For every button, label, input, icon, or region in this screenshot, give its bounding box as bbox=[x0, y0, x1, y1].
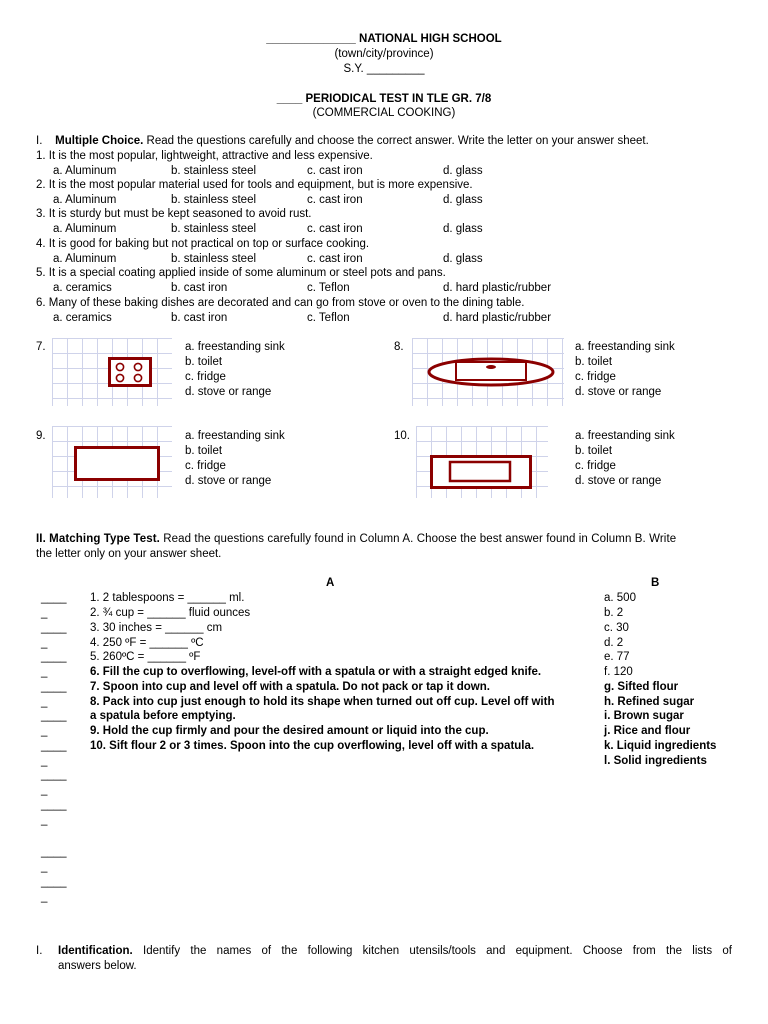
column-a-item: 4. 250 ºF = ______ ºC bbox=[90, 637, 204, 649]
picture-q7-option-d: d. stove or range bbox=[185, 386, 272, 398]
option-3c: c. cast iron bbox=[307, 223, 363, 235]
picture-q10-option-a: a. freestanding sink bbox=[575, 430, 675, 442]
option-3a: a. Aluminum bbox=[53, 223, 117, 235]
column-a-item: a spatula before emptying. bbox=[90, 710, 236, 722]
option-2d: d. glass bbox=[443, 194, 483, 206]
option-3b: b. stainless steel bbox=[171, 223, 257, 235]
part3-instructions-1: Identify the names of the following kitchen utensils/tools and equipment. Choose from the lists of bbox=[143, 945, 732, 957]
picture-q9-option-b: b. toilet bbox=[185, 445, 223, 457]
option-5d: d. hard plastic/rubber bbox=[443, 282, 552, 294]
part1-title: Multiple Choice. bbox=[55, 135, 144, 147]
answer-blank[interactable]: ____ bbox=[41, 769, 67, 781]
picture-q9-option-c: c. fridge bbox=[185, 460, 226, 472]
option-2b: b. stainless steel bbox=[171, 194, 257, 206]
answer-blank[interactable]: _ bbox=[41, 784, 48, 796]
column-a-item: 8. Pack into cup just enough to hold its shape when turned out off cup. Level off with bbox=[90, 696, 555, 708]
column-a-item: 2. ¾ cup = ______ fluid ounces bbox=[90, 607, 251, 619]
part3-title: Identification. bbox=[58, 945, 133, 957]
option-2a: a. Aluminum bbox=[53, 194, 117, 206]
answer-blank[interactable]: ____ bbox=[41, 710, 67, 722]
option-3d: d. glass bbox=[443, 223, 483, 235]
test-title: ____ PERIODICAL TEST IN TLE GR. 7/8 bbox=[276, 93, 492, 105]
column-b-item: j. Rice and flour bbox=[604, 725, 691, 737]
column-b-item: b. 2 bbox=[604, 607, 624, 619]
picture-q9-number: 9. bbox=[36, 430, 46, 442]
answer-blank[interactable]: _ bbox=[41, 861, 48, 873]
answer-blank[interactable]: ____ bbox=[41, 740, 67, 752]
picture-q7-option-a: a. freestanding sink bbox=[185, 341, 285, 353]
question-5: 5. It is a special coating applied inside of some aluminum or steel pots and pans. bbox=[36, 267, 446, 279]
column-b-item: c. 30 bbox=[604, 622, 629, 634]
column-b-item: g. Sifted flour bbox=[604, 681, 679, 693]
question-2: 2. It is the most popular material used for tools and equipment, but is more expensive. bbox=[36, 179, 473, 191]
location: (town/city/province) bbox=[334, 48, 434, 60]
option-6b: b. cast iron bbox=[171, 312, 228, 324]
option-4b: b. stainless steel bbox=[171, 253, 257, 265]
part2-instructions-1: Read the questions carefully found in Column A. Choose the best answer found in Column B. Write bbox=[163, 533, 677, 545]
answer-blank[interactable]: ____ bbox=[41, 651, 67, 663]
part3-heading bbox=[58, 944, 732, 958]
answer-blank[interactable]: _ bbox=[41, 814, 48, 826]
part1-number: I. bbox=[36, 135, 43, 147]
column-b-item: a. 500 bbox=[604, 592, 636, 604]
column-a-item: 5. 260ºC = ______ ºF bbox=[90, 651, 201, 663]
answer-blank[interactable]: _ bbox=[41, 637, 48, 649]
picture-q8-option-d: d. stove or range bbox=[575, 386, 662, 398]
answer-blank[interactable]: _ bbox=[41, 755, 48, 767]
option-1c: c. cast iron bbox=[307, 165, 363, 177]
test-subtitle: (COMMERCIAL COOKING) bbox=[312, 107, 456, 119]
option-6c: c. Teflon bbox=[307, 312, 350, 324]
answer-blank[interactable]: ____ bbox=[41, 876, 67, 888]
column-b-item: h. Refined sugar bbox=[604, 696, 695, 708]
picture-q8-option-c: c. fridge bbox=[575, 371, 616, 383]
sink-top-icon bbox=[430, 455, 532, 489]
column-a-item: 3. 30 inches = ______ cm bbox=[90, 622, 223, 634]
picture-q10-option-c: c. fridge bbox=[575, 460, 616, 472]
column-a-item: 10. Sift flour 2 or 3 times. Spoon into the cup overflowing, level off with a spatula. bbox=[90, 740, 535, 752]
picture-q8-option-b: b. toilet bbox=[575, 356, 613, 368]
column-b-item: f. 120 bbox=[604, 666, 633, 678]
option-6d: d. hard plastic/rubber bbox=[443, 312, 552, 324]
picture-q7-option-b: b. toilet bbox=[185, 356, 223, 368]
part2-instructions-2: the letter only on your answer sheet. bbox=[36, 548, 222, 560]
picture-q9-option-a: a. freestanding sink bbox=[185, 430, 285, 442]
column-b-item: e. 77 bbox=[604, 651, 630, 663]
picture-q9-option-d: d. stove or range bbox=[185, 475, 272, 487]
option-5b: b. cast iron bbox=[171, 282, 228, 294]
column-b-item: d. 2 bbox=[604, 637, 624, 649]
oval-dish-icon bbox=[426, 355, 556, 389]
part3-instructions-2: answers below. bbox=[58, 960, 137, 972]
school-name: ______________ NATIONAL HIGH SCHOOL bbox=[266, 33, 502, 45]
answer-blank[interactable]: ____ bbox=[41, 799, 67, 811]
option-6a: a. ceramics bbox=[53, 312, 112, 324]
picture-q10-option-b: b. toilet bbox=[575, 445, 613, 457]
option-2c: c. cast iron bbox=[307, 194, 363, 206]
answer-blank[interactable]: _ bbox=[41, 891, 48, 903]
column-b-item: i. Brown sugar bbox=[604, 710, 684, 722]
school-year: S.Y. _________ bbox=[343, 63, 425, 75]
answer-blank[interactable]: _ bbox=[41, 725, 48, 737]
option-1a: a. Aluminum bbox=[53, 165, 117, 177]
part1-heading bbox=[36, 134, 649, 148]
part3-number: I. bbox=[36, 945, 43, 957]
picture-q7-option-c: c. fridge bbox=[185, 371, 226, 383]
column-b-item: l. Solid ingredients bbox=[604, 755, 707, 767]
column-a-item: 6. Fill the cup to overflowing, level-off with a spatula or with a straight edged knife. bbox=[90, 666, 542, 678]
picture-q7-number: 7. bbox=[36, 341, 46, 353]
picture-q8-number: 8. bbox=[394, 341, 404, 353]
option-1d: d. glass bbox=[443, 165, 483, 177]
part2-heading bbox=[36, 532, 676, 546]
picture-q10-option-d: d. stove or range bbox=[575, 475, 662, 487]
column-a-item: 9. Hold the cup firmly and pour the desired amount or liquid into the cup. bbox=[90, 725, 489, 737]
option-4a: a. Aluminum bbox=[53, 253, 117, 265]
stove-top-icon bbox=[108, 357, 152, 387]
answer-blank[interactable]: _ bbox=[41, 696, 48, 708]
answer-blank[interactable]: ____ bbox=[41, 622, 67, 634]
column-b-header: B bbox=[651, 577, 660, 589]
answer-blank[interactable]: _ bbox=[41, 607, 48, 619]
column-a-item: 7. Spoon into cup and level off with a spatula. Do not pack or tap it down. bbox=[90, 681, 490, 693]
column-a-item: 1. 2 tablespoons = ______ ml. bbox=[90, 592, 245, 604]
option-5a: a. ceramics bbox=[53, 282, 112, 294]
question-6: 6. Many of these baking dishes are decorated and can go from stove or oven to the dining table. bbox=[36, 297, 525, 309]
question-3: 3. It is sturdy but must be kept seasoned to avoid rust. bbox=[36, 208, 312, 220]
answer-blank[interactable]: _ bbox=[41, 666, 48, 678]
picture-q8-option-a: a. freestanding sink bbox=[575, 341, 675, 353]
column-a-header: A bbox=[326, 577, 335, 589]
option-1b: b. stainless steel bbox=[171, 165, 257, 177]
option-4c: c. cast iron bbox=[307, 253, 363, 265]
column-b-item: k. Liquid ingredients bbox=[604, 740, 717, 752]
answer-blank[interactable]: ____ bbox=[41, 846, 67, 858]
question-4: 4. It is good for baking but not practical on top or surface cooking. bbox=[36, 238, 370, 250]
question-1: 1. It is the most popular, lightweight, attractive and less expensive. bbox=[36, 150, 373, 162]
answer-blank[interactable]: ____ bbox=[41, 681, 67, 693]
answer-blank[interactable]: ____ bbox=[41, 592, 67, 604]
picture-q10-number: 10. bbox=[394, 430, 410, 442]
part1-instructions: Read the questions carefully and choose the correct answer. Write the letter on your answer sheet. bbox=[146, 135, 649, 147]
part2-title: II. Matching Type Test. bbox=[36, 533, 160, 545]
option-5c: c. Teflon bbox=[307, 282, 350, 294]
option-4d: d. glass bbox=[443, 253, 483, 265]
rectangle-top-icon bbox=[74, 446, 160, 482]
